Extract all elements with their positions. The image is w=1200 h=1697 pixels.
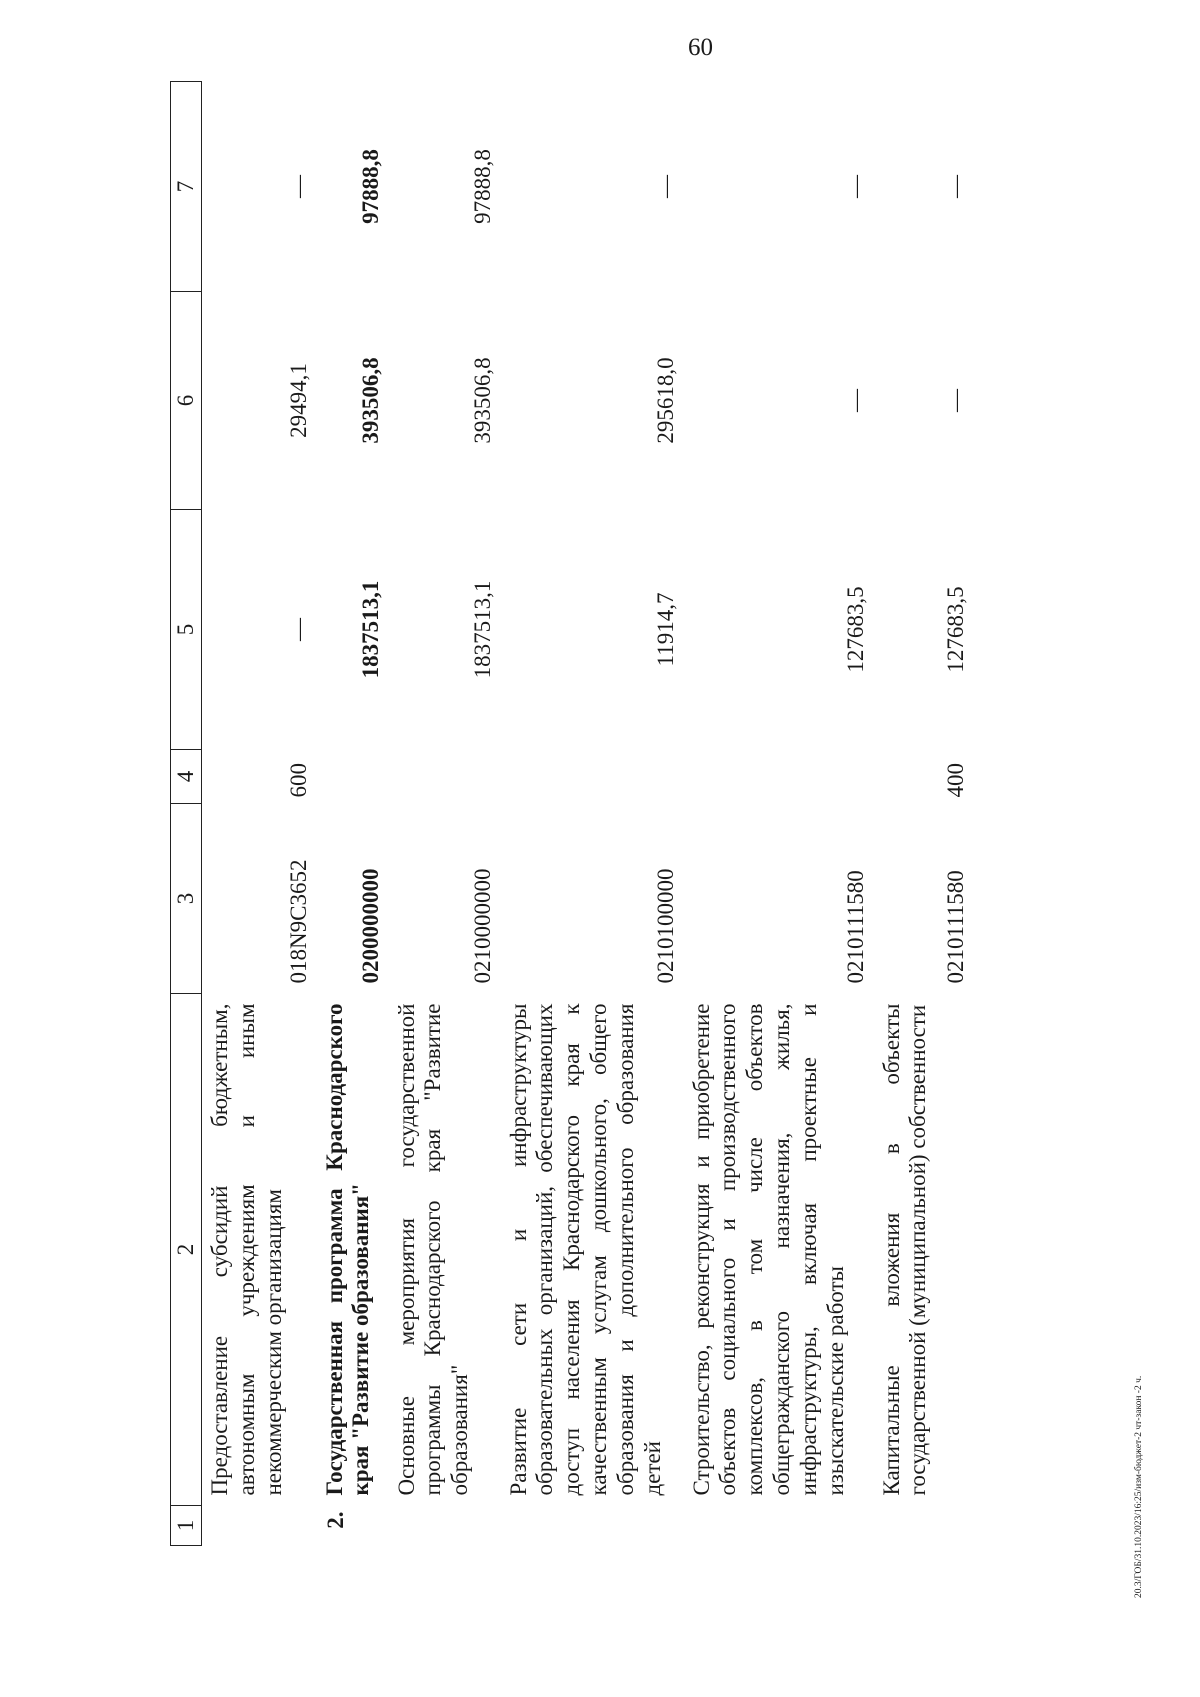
table-row [202,82,317,1546]
row-type-code: 400 [942,763,968,798]
row-value-6: 29494,1 [285,363,311,438]
row-value-6: 393506,8 [357,357,383,444]
row-code: 0210000000 [469,868,495,984]
row-type-code [389,750,501,804]
row-description: Строительство, реконструкция и приобретение объектов социального и производственного комплексов, в том числе объектов общегражданского назначения, жилья, инфраструктуры, включая проектные и изыскательские работы [688,1003,849,1496]
row-code: 0210100000 [652,868,678,984]
row-type-code: 600 [285,763,311,798]
row-value-5: 11914,7 [652,592,678,667]
row-type-code [684,750,874,804]
row-value-7: 97888,8 [469,149,495,224]
row-value-6: 295618,0 [652,357,678,444]
header-col-3: 3 [171,804,202,994]
row-value-6: — [842,389,868,412]
table-row [317,82,389,1546]
row-description: Государственная программа Краснодарского края "Развитие образования" [321,1003,374,1496]
row-number [684,1506,874,1546]
row-number [874,1506,974,1546]
row-value-7: — [942,175,968,198]
table-row [874,82,974,1546]
row-description: Капитальные вложения в объекты государственной (муниципальной) собственности [878,1003,931,1496]
row-description: Развитие сети и инфраструктуры образовательных организаций, обеспечивающих доступ населения Краснодарского края к качественным услугам дошкольного, общего образования и дополнительного образования детей [505,1003,666,1496]
page-number: 60 [688,34,713,61]
header-col-4: 4 [171,750,202,804]
row-value-7: — [652,175,678,198]
row-value-5: 1837513,1 [469,580,495,679]
row-code: 0210111580 [842,870,868,984]
budget-table [170,81,974,1546]
table-header-row [171,82,202,1546]
row-value-5: 127683,5 [842,586,868,673]
header-col-1: 1 [171,1506,202,1546]
header-col-6: 6 [171,292,202,510]
table-row [389,82,501,1546]
row-description: Предоставление субсидий бюджетным, автономным учреждениям и иным некоммерческим организациям [207,1003,286,1496]
row-value-5: 1837513,1 [357,580,383,679]
header-col-2: 2 [171,994,202,1506]
row-code: 0210111580 [942,870,968,984]
row-value-5: — [285,618,311,641]
header-col-7: 7 [171,82,202,292]
table-row [501,82,684,1546]
row-code: 0200000000 [357,868,383,984]
row-number [389,1506,501,1546]
header-col-5: 5 [171,510,202,750]
row-number: 2. [322,1511,348,1529]
row-value-6: 393506,8 [469,357,495,444]
table-row [684,82,874,1546]
row-number [501,1506,684,1546]
row-type-code [501,750,684,804]
row-value-6: — [942,389,968,412]
row-description: Основные мероприятия государственной программы Краснодарского края "Развитие образования" [393,1003,473,1496]
row-value-5: 127683,5 [942,586,968,673]
row-value-7: 97888,8 [357,149,383,224]
row-type-code [317,750,389,804]
row-code: 018N9C3652 [285,859,311,984]
row-number [202,1506,317,1546]
rotated-table-container [170,82,1050,1546]
row-value-7: — [285,175,311,198]
document-footer: 20.3/ГОБ/31.10.2023/16:25/изм-бюджет-2 чт-закон -2 ч. [1134,1375,1144,1598]
row-value-7: — [842,175,868,198]
